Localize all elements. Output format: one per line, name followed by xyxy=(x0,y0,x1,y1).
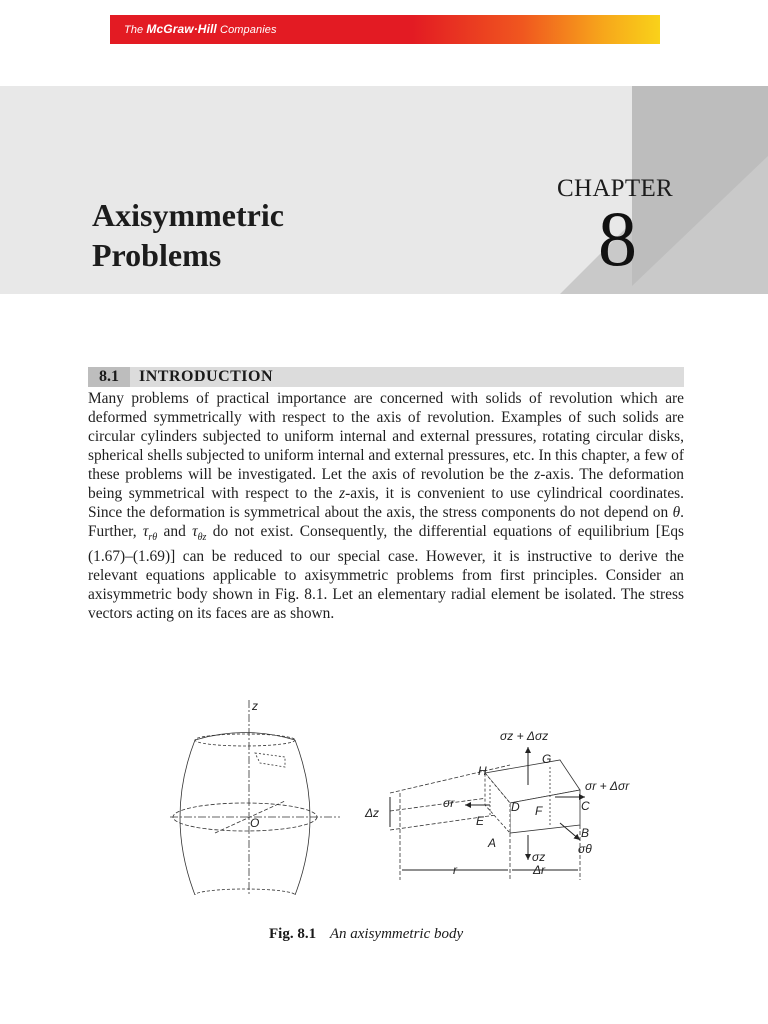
point-a-label: A xyxy=(488,836,497,850)
section-heading xyxy=(88,367,684,387)
sigma-z-plus-label: σz + Δσz xyxy=(500,729,549,743)
r-label: r xyxy=(453,863,457,877)
axisymmetric-body-figure xyxy=(160,695,630,895)
point-b-label: B xyxy=(581,826,590,840)
point-e-label: E xyxy=(476,814,485,828)
sigma-r-plus-label: σr + Δσr xyxy=(585,779,630,793)
publisher-prefix: The xyxy=(124,24,144,36)
point-f-label: F xyxy=(535,804,543,818)
chapter-number: 8 xyxy=(598,195,637,282)
publisher-brand: McGraw·Hill xyxy=(146,22,217,36)
point-c-label: C xyxy=(581,799,590,813)
chapter-title xyxy=(92,195,284,275)
delta-z-label: Δz xyxy=(365,806,380,820)
sigma-theta-label: σθ xyxy=(578,842,592,856)
figure-caption xyxy=(269,926,463,943)
barrel-body xyxy=(170,700,340,895)
caption-label: Fig. 8.1 xyxy=(269,926,317,942)
chapter-title-line2: Problems xyxy=(92,237,222,273)
delta-r-label: Δr xyxy=(533,863,546,877)
sigma-z-label: σz xyxy=(532,850,546,864)
origin-label: O xyxy=(250,816,260,830)
chapter-title-line1: Axisymmetric xyxy=(92,197,284,233)
point-g-label: G xyxy=(542,752,552,766)
section-number: 8.1 xyxy=(88,367,130,387)
z-axis-label: z xyxy=(252,699,258,713)
publisher-banner xyxy=(110,15,660,44)
chapter-label: CHAPTER xyxy=(557,175,674,202)
section-title: INTRODUCTION xyxy=(139,368,274,385)
radial-element xyxy=(390,760,580,880)
publisher-suffix: Companies xyxy=(220,24,277,36)
point-h-label: H xyxy=(478,764,487,778)
intro-paragraph: Many problems of practical importance are concerned with solids of revolution which are deformed symmetrically with respect to the axis of revolution. Examples of such solids are circular cylinders subjected to uniform internal and external pressures, rotating circular disks, spherical shells subjected to uniform internal and external pressures, etc. In this chapter, a few of these problems will be investigated. Let the axis of revolution be the z-axis. The deformation being symmetrical with respect to the z-axis, it is convenient to use cylindrical coordinates. Since the deformation is symmetrical about the axis, the stress components do not depend on θ. Further, $\tau_{r\theta}$ and $\tau_{\theta z}$ do not exist. Consequently, the differential equations of equilibrium [Eqs (1.67)–(1.69)] can be reduced to our special case. However, it is instructive to derive the relevant equations applicable to axisymmetric problems from first principles. Consider an axisymmetric body shown in Fig. 8.1. Let an elementary radial element be isolated. The stress vectors acting on its faces are as shown. xyxy=(88,390,685,623)
point-d-label: D xyxy=(511,800,520,814)
caption-text: An axisymmetric body xyxy=(329,926,464,942)
sigma-r-label: σr xyxy=(443,796,455,810)
publisher-name xyxy=(124,22,277,36)
